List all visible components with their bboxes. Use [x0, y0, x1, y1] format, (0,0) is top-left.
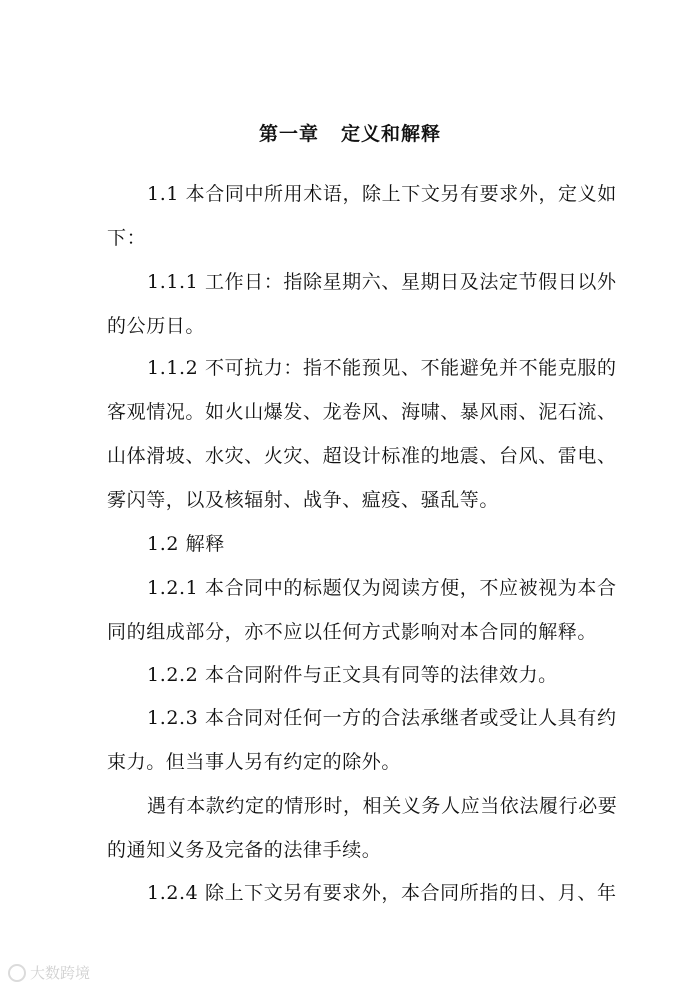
paragraph-line: 1.1 本合同中所用术语，除上下文另有要求外，定义如	[147, 183, 617, 205]
paragraph-line: 1.2.2 本合同附件与正文具有同等的法律效力。	[147, 664, 558, 686]
paragraph-line: 遇有本款约定的情形时，相关义务人应当依法履行必要	[147, 795, 618, 817]
paragraph-line: 客观情况。如火山爆发、龙卷风、海啸、暴风雨、泥石流、	[107, 401, 617, 423]
paragraph-line: 1.2.1 本合同中的标题仅为阅读方便，不应被视为本合	[147, 577, 617, 599]
watermark-text: 大数跨境	[30, 964, 91, 982]
paragraph-line: 1.1.1 工作日：指除星期六、星期日及法定节假日以外	[147, 271, 617, 293]
paragraph-line: 同的组成部分，亦不应以任何方式影响对本合同的解释。	[107, 621, 598, 643]
watermark	[8, 962, 90, 983]
paragraph-line: 1.1.2 不可抗力：指不能预见、不能避免并不能克服的	[147, 357, 617, 379]
chapter-number: 第一章	[258, 123, 319, 145]
paragraph-line: 的公历日。	[107, 315, 206, 337]
section-heading: 1.2 解释	[147, 533, 225, 555]
watermark-logo-icon	[8, 964, 26, 982]
paragraph-line: 下：	[107, 227, 147, 249]
paragraph-line: 1.2.4 除上下文另有要求外，本合同所指的日、月、年	[147, 882, 617, 904]
paragraph-line: 山体滑坡、水灾、火灾、超设计标准的地震、台风、雷电、	[107, 445, 617, 467]
chapter-title	[0, 119, 700, 146]
paragraph-line: 1.2.3 本合同对任何一方的合法承继者或受让人具有约	[147, 707, 617, 729]
paragraph-line: 束力。但当事人另有约定的除外。	[107, 751, 402, 773]
paragraph-line: 雾闪等，以及核辐射、战争、瘟疫、骚乱等。	[107, 489, 500, 511]
paragraph-line: 的通知义务及完备的法律手续。	[107, 839, 382, 861]
chapter-name: 定义和解释	[341, 123, 442, 145]
